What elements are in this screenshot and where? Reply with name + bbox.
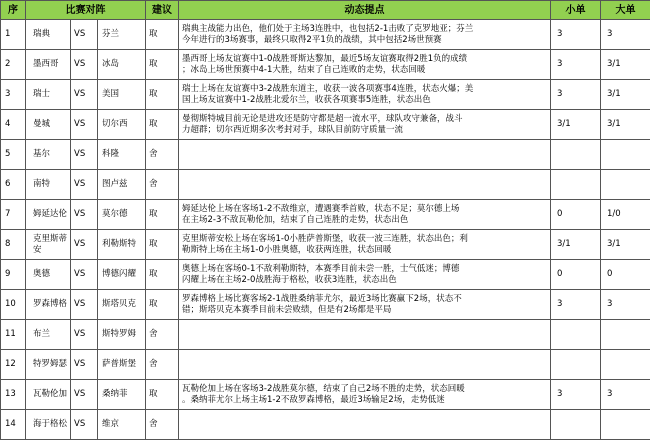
vs-label: VS: [71, 80, 98, 110]
small-bet: [551, 350, 601, 380]
small-bet: 0: [551, 200, 601, 230]
home-team: 瑞典: [26, 20, 71, 50]
row-index: 11: [1, 320, 26, 350]
home-team: 海于格松: [26, 410, 71, 440]
home-team: 南特: [26, 170, 71, 200]
table-row: [1, 350, 650, 380]
vs-label: VS: [71, 200, 98, 230]
table-row: [1, 140, 650, 170]
away-team: 美国: [98, 80, 146, 110]
table-row: [1, 80, 650, 110]
small-bet: [551, 320, 601, 350]
home-team: 基尔: [26, 140, 71, 170]
analysis-note: [179, 140, 551, 170]
vs-label: VS: [71, 290, 98, 320]
vs-label: VS: [71, 20, 98, 50]
table-row: [1, 260, 650, 290]
advice-cell: 取: [146, 380, 179, 410]
small-bet: [551, 170, 601, 200]
analysis-note: 曼彻斯特城目前无论是进攻还是防守都是超一流水平，球队攻守兼备，战斗 力超群；切尔西近期多次考封对手，球队目前防守质量一流: [179, 110, 551, 140]
big-bet: [601, 140, 650, 170]
row-index: 6: [1, 170, 26, 200]
header-advice: 建议: [146, 1, 179, 20]
vs-label: VS: [71, 110, 98, 140]
home-team: 墨西哥: [26, 50, 71, 80]
row-index: 14: [1, 410, 26, 440]
home-team: 瑞士: [26, 80, 71, 110]
analysis-note: 罗森博格上场比赛客场2-1战胜桑纳菲尤尔，最近3场比赛赢下2场，状态不 错；斯塔贝克本赛季目前未尝败绩，但是有2场都是平局: [179, 290, 551, 320]
analysis-note: 奥德上场在客场0-1不敌利勒斯特，本赛季目前未尝一胜，士气低迷；博德 闪耀上场在主场2-0战胜海于格松，收获3连胜，状态出色: [179, 260, 551, 290]
away-team: 萨普斯堡: [98, 350, 146, 380]
big-bet: [601, 170, 650, 200]
small-bet: 0: [551, 260, 601, 290]
advice-cell: 舍: [146, 350, 179, 380]
analysis-note: [179, 350, 551, 380]
big-bet: 3/1: [601, 230, 650, 260]
small-bet: [551, 140, 601, 170]
row-index: 3: [1, 80, 26, 110]
big-bet: 0: [601, 260, 650, 290]
analysis-note: [179, 320, 551, 350]
table-row: [1, 50, 650, 80]
home-team: 姆延达伦: [26, 200, 71, 230]
big-bet: [601, 320, 650, 350]
row-index: 9: [1, 260, 26, 290]
advice-cell: 取: [146, 290, 179, 320]
big-bet: 3/1: [601, 80, 650, 110]
home-team: 曼城: [26, 110, 71, 140]
small-bet: [551, 410, 601, 440]
away-team: 切尔西: [98, 110, 146, 140]
home-team: 瓦勒伦加: [26, 380, 71, 410]
home-team: 克里斯蒂安: [26, 230, 71, 260]
small-bet: 3: [551, 50, 601, 80]
table-row: [1, 110, 650, 140]
home-team: 特罗姆瑟: [26, 350, 71, 380]
advice-cell: 取: [146, 200, 179, 230]
header-row: [1, 1, 650, 20]
vs-label: VS: [71, 320, 98, 350]
away-team: 斯塔贝克: [98, 290, 146, 320]
row-index: 8: [1, 230, 26, 260]
header-index: 序: [1, 1, 26, 20]
small-bet: 3/1: [551, 110, 601, 140]
advice-cell: 取: [146, 230, 179, 260]
row-index: 2: [1, 50, 26, 80]
advice-cell: 取: [146, 260, 179, 290]
away-team: 博德闪耀: [98, 260, 146, 290]
row-index: 7: [1, 200, 26, 230]
table-row: [1, 290, 650, 320]
analysis-note: 瑞士上场在友谊赛中3-2战胜东道主，收获一波各项赛事4连胜，状态火爆；美 国上场友谊赛中1-2战胜北爱尔兰，收获各项赛事5连胜，状态出色: [179, 80, 551, 110]
analysis-note: 瓦勒伦加上场在客场3-2战胜莫尔德，结束了自己2场不胜的走势，状态回暖 。桑纳菲尤尔上场主场1-2不敌罗森博格，最近3场输足2场，走势低迷: [179, 380, 551, 410]
advice-cell: 舍: [146, 140, 179, 170]
advice-cell: 取: [146, 80, 179, 110]
header-analysis: 动态提点: [179, 1, 551, 20]
table-row: [1, 20, 650, 50]
vs-label: VS: [71, 350, 98, 380]
away-team: 芬兰: [98, 20, 146, 50]
advice-cell: 取: [146, 50, 179, 80]
vs-label: VS: [71, 50, 98, 80]
table-row: [1, 380, 650, 410]
advice-cell: 舍: [146, 320, 179, 350]
vs-label: VS: [71, 170, 98, 200]
analysis-note: [179, 170, 551, 200]
small-bet: 3: [551, 80, 601, 110]
analysis-note: 墨西哥上场友谊赛中1-0战胜哥斯达黎加，最近5场友谊赛取得2胜1负的成绩 ；冰岛上场世预赛中4-1大胜，结束了自己连败的走势，状态回暖: [179, 50, 551, 80]
header-matchup: 比赛对阵: [26, 1, 146, 20]
vs-label: VS: [71, 380, 98, 410]
vs-label: VS: [71, 140, 98, 170]
row-index: 4: [1, 110, 26, 140]
away-team: 维京: [98, 410, 146, 440]
table-row: [1, 320, 650, 350]
advice-cell: 取: [146, 110, 179, 140]
small-bet: 3/1: [551, 230, 601, 260]
home-team: 奥德: [26, 260, 71, 290]
home-team: 罗森博格: [26, 290, 71, 320]
analysis-note: 瑞典主战能力出色，他们处于主场3连胜中，也包括2-1击败了克罗地亚；芬兰 今年进行的3场赛事，最终只取得2平1负的战绩，其中包括2场世预赛: [179, 20, 551, 50]
away-team: 桑纳菲: [98, 380, 146, 410]
big-bet: 1/0: [601, 200, 650, 230]
big-bet: 3/1: [601, 110, 650, 140]
small-bet: 3: [551, 20, 601, 50]
big-bet: 3: [601, 380, 650, 410]
away-team: 科隆: [98, 140, 146, 170]
away-team: 图卢兹: [98, 170, 146, 200]
row-index: 1: [1, 20, 26, 50]
away-team: 冰岛: [98, 50, 146, 80]
table-row: [1, 410, 650, 440]
away-team: 斯特罗姆: [98, 320, 146, 350]
advice-cell: 舍: [146, 410, 179, 440]
row-index: 10: [1, 290, 26, 320]
row-index: 13: [1, 380, 26, 410]
big-bet: 3: [601, 20, 650, 50]
table-row: [1, 170, 650, 200]
table-row: [1, 200, 650, 230]
home-team: 布兰: [26, 320, 71, 350]
vs-label: VS: [71, 230, 98, 260]
away-team: 莫尔德: [98, 200, 146, 230]
analysis-note: [179, 410, 551, 440]
big-bet: [601, 410, 650, 440]
analysis-note: 姆延达伦上场在客场1-2不敌维京，遭遇赛季首败，状态不足；莫尔德上场 在主场2-3不敌瓦勒伦加，结束了自己连胜的走势，状态出色: [179, 200, 551, 230]
away-team: 利勒斯特: [98, 230, 146, 260]
analysis-note: 克里斯蒂安松上场在客场1-0小胜萨普斯堡，收获一波三连胜，状态出色；利 勒斯特上场在主场1-0小胜奥德，收获两连胜，状态回暖: [179, 230, 551, 260]
vs-label: VS: [71, 260, 98, 290]
row-index: 12: [1, 350, 26, 380]
vs-label: VS: [71, 410, 98, 440]
small-bet: 3: [551, 290, 601, 320]
small-bet: 3: [551, 380, 601, 410]
row-index: 5: [1, 140, 26, 170]
big-bet: 3: [601, 290, 650, 320]
header-big: 大单: [601, 1, 650, 20]
advice-cell: 取: [146, 20, 179, 50]
advice-cell: 舍: [146, 170, 179, 200]
header-small: 小单: [551, 1, 601, 20]
big-bet: [601, 350, 650, 380]
table-row: [1, 230, 650, 260]
big-bet: 3/1: [601, 50, 650, 80]
